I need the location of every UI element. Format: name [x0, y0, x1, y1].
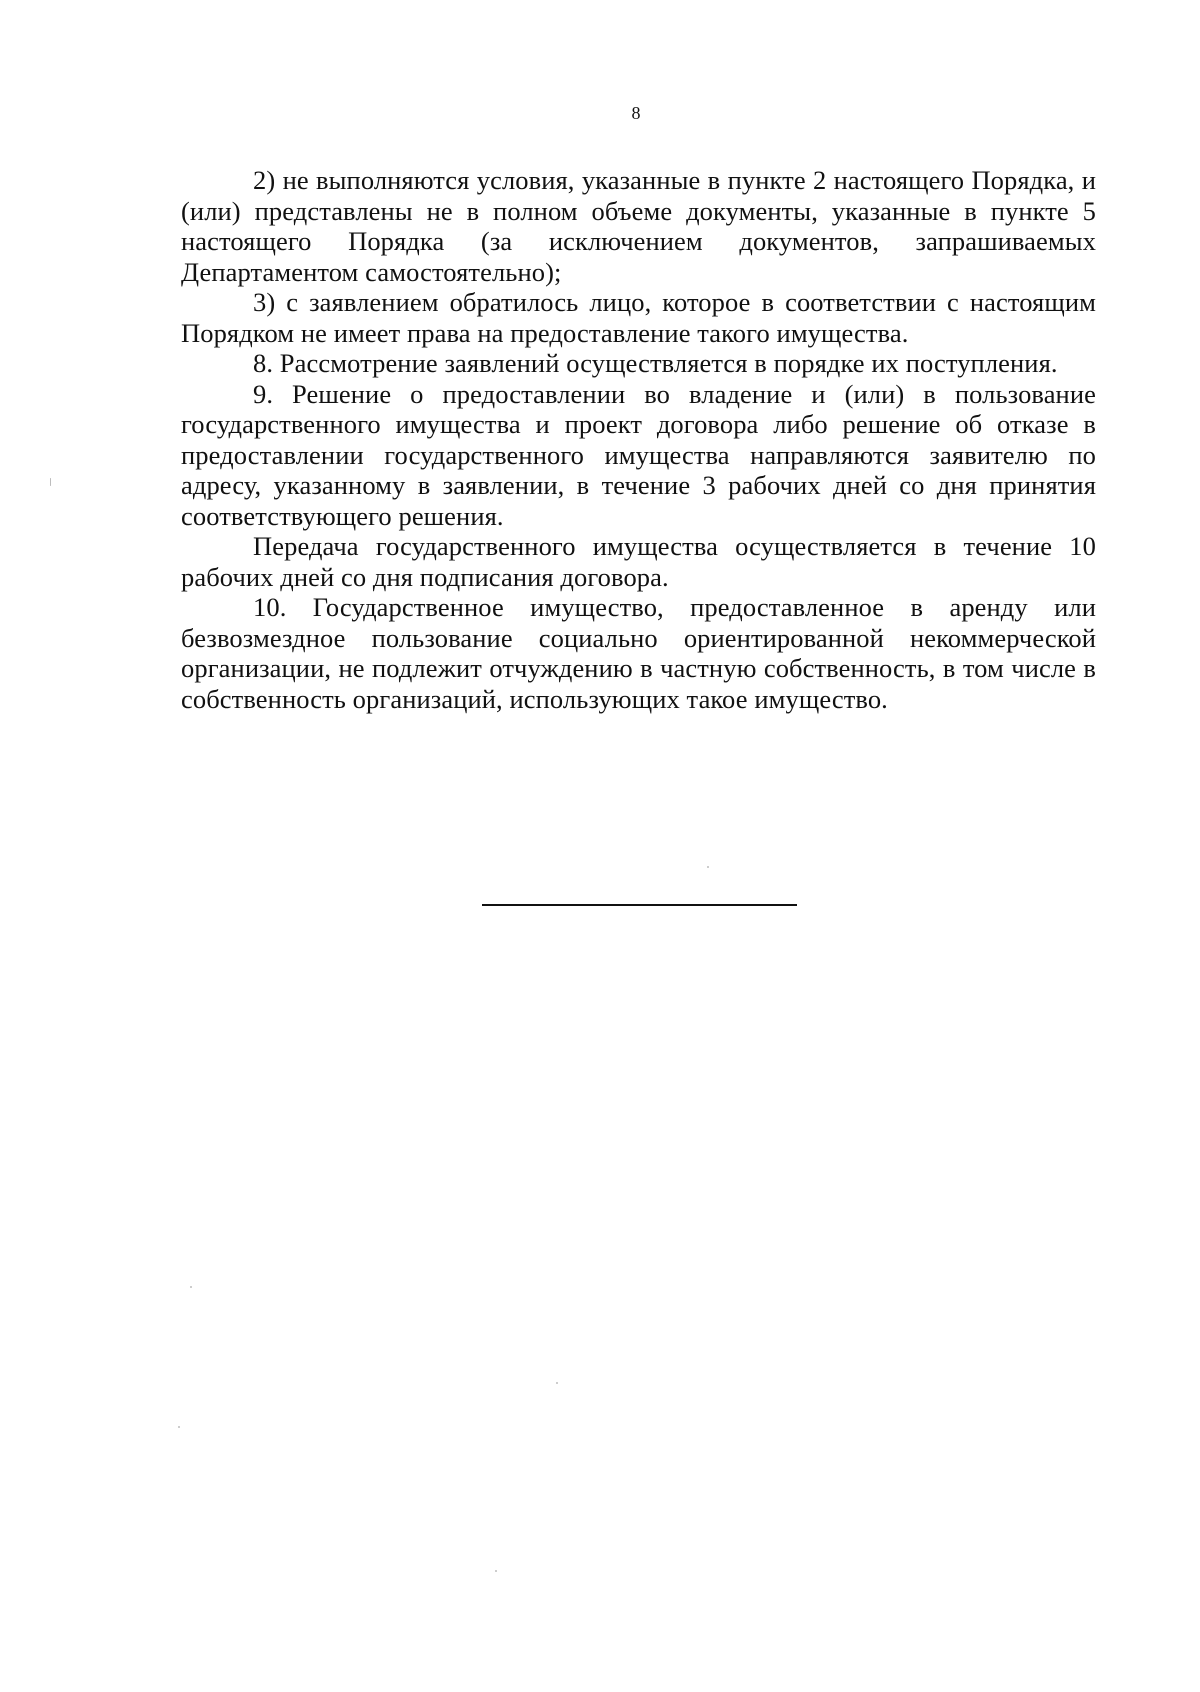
- paragraph-item-3: 3) с заявлением обратилось лицо, которое в соответствии с настоящим Порядком не имеет права на предоставление такого имущества.: [181, 287, 1096, 348]
- page-number: 8: [631, 103, 641, 123]
- scan-speck: [190, 1286, 192, 1288]
- scan-speck: [50, 478, 51, 486]
- paragraph-item-2: 2) не выполняются условия, указанные в пункте 2 настоящего Порядка, и (или) представлены не в полном объеме документы, указанные в пункте 5 настоящего Порядка (за исключением документов, запрашиваемых Департаментом самостоятельно);: [181, 165, 1096, 287]
- scan-speck: [178, 1426, 180, 1428]
- scan-speck: [556, 1382, 558, 1384]
- paragraph-10: 10. Государственное имущество, предоставленное в аренду или безвозмездное пользование социально ориентированной некоммерческой организации, не подлежит отчуждению в частную собственность, в том числе в собственность организаций, использующих такое имущество.: [181, 592, 1096, 714]
- paragraph-transfer: Передача государственного имущества осуществляется в течение 10 рабочих дней со дня подписания договора.: [181, 531, 1096, 592]
- end-of-text-rule: [482, 904, 797, 906]
- scan-speck: [707, 866, 709, 868]
- paragraph-9: 9. Решение о предоставлении во владение и (или) в пользование государственного имущества и проект договора либо решение об отказе в предоставлении государственного имущества направляются заявителю по адресу, указанному в заявлении, в течение 3 рабочих дней со дня принятия соответствующего решения.: [181, 378, 1096, 531]
- scan-speck: [495, 1570, 497, 1572]
- document-body: [181, 165, 1096, 714]
- paragraph-8: 8. Рассмотрение заявлений осуществляется в порядке их поступления.: [253, 348, 1058, 378]
